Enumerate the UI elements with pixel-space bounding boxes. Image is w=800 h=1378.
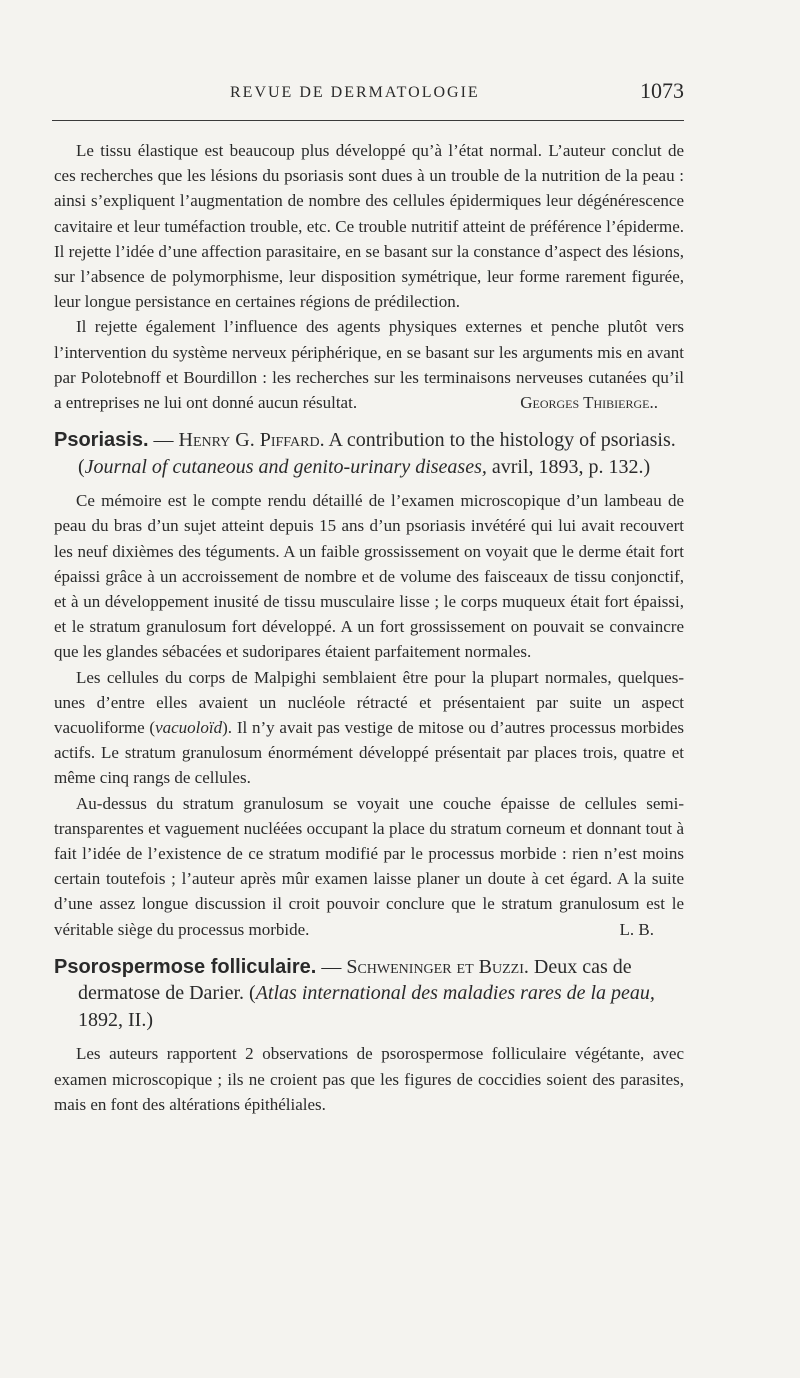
review2-paragraph-2-text-a: Les cellules du corps de Malpighi semblaient être pour la plupart normales, quelques-unes d’entre elles avaient un nucléole rétracté et présentaient par suite un aspect vacuoliforme (: [54, 667, 684, 738]
review3-date: 1892, II.): [78, 1008, 153, 1031]
review3-body: [54, 1041, 684, 1117]
review2-body: [54, 488, 684, 942]
review1-signature: Georges Thibierge..: [520, 393, 658, 413]
review2-heading: [54, 427, 684, 480]
review2-dash: —: [148, 429, 179, 452]
header-rule: [52, 120, 684, 121]
review2-paragraph-1: Ce mémoire est le compte rendu détaillé de l’examen microscopique d’un lambeau de peau du bras d’un sujet atteint depuis 15 ans d’un psoriasis invétéré qui lui avait recouvert les neuf dixièmes des téguments. A un faible grossissement on voyait que le derme était fort épaissi grâce à un accroissement de nombre et de volume des faisceaux de tissu conjonctif, et à un développement inusité de tissu musculaire lisse ; le corps muqueux était fort épaissi, et le stratum granulosum fort développé. A un fort grossissement on pouvait se convaincre que les glandes sébacées et sudoripares étaient parfaitement normales.: [54, 491, 684, 662]
review2-paragraph-3-text: Au-dessus du stratum granulosum se voyait une couche épaisse de cellules semi-transparentes et vaguement nucléées occupant la place du stratum corneum et donnant tout à fait l’idée de l’existence de ce stratum modifié par le processus morbide : rien n’est moins certain toutefois ; l’auteur après mûr examen laisse planer un doute à cet égard. A la suite d’une assez longue discussion il croit pouvoir conclure que le stratum granulosum est le véritable siège du processus morbide.: [54, 793, 684, 939]
review3-dash: —: [316, 955, 347, 978]
review2-date: avril, 1893, p. 132.): [486, 455, 651, 478]
review2-title: A contribution to the histology of psoriasis. (: [78, 429, 676, 478]
review3-title: Deux cas de dermatose de Darier. (: [78, 955, 632, 1005]
review1-paragraph-2-text: Il rejette également l’influence des agents physiques externes et penche plutôt vers l’intervention du système nerveux périphérique, en se basant sur les arguments mis en avant par Polotebnoff et Bourdillon : les recherches sur les terminaisons nerveuses cutanées qu’il a entreprises ne lui ont donné aucun résultat.: [54, 317, 684, 413]
review2-topic: Psoriasis.: [54, 429, 149, 452]
review2-paragraph-3: [54, 791, 684, 942]
review1-paragraph-1: Le tissu élastique est beaucoup plus développé qu’à l’état normal. L’auteur conclut de ces recherches que les lésions du psoriasis sont dues à un trouble de la nutrition de la peau : ainsi s’expliquent l’augmentation de nombre des cellules épidermiques leur dégénérescence cavitaire et leur tuméfaction trouble, etc. Ce trouble nutritif atteint de préférence l’épiderme. Il rejette l’idée d’une affection parasitaire, en se basant sur la constance d’aspect des lésions, sur l’absence de polymorphisme, leur disposition symétrique, leur forme rarement figurée, leur longue persistance en certaines régions de prédilection.: [54, 141, 684, 312]
review2-paragraph-2-text-b: ). Il n’y avait pas vestige de mitose ou d’autres processus morbides actifs. Le stratum granulosum énormément développé présentait par places trois, quatre et même cinq rangs de cellules.: [54, 718, 684, 788]
review2-paragraph-2-italic: vacuoloïd: [155, 718, 223, 738]
page-number: 1073: [640, 78, 684, 103]
review3-topic: Psorospermose folliculaire.: [54, 955, 317, 978]
page-header: [60, 74, 684, 108]
review2-signature: L. B.: [619, 919, 654, 939]
review3-heading: [54, 954, 684, 1034]
review3-author: Schweninger et Buzzi.: [346, 955, 529, 978]
review2-paragraph-2: [54, 665, 684, 791]
review2-journal: Journal of cutaneous and genito-urinary diseases,: [84, 455, 487, 478]
page-body: [54, 138, 684, 1117]
review3-paragraph-1: Les auteurs rapportent 2 observations de psorospermose folliculaire végétante, avec examen microscopique ; ils ne croient pas que les figures de coccidies soient des parasites, mais en font des altérations épithéliales.: [54, 1044, 684, 1114]
review1-paragraph-2: [54, 314, 684, 415]
running-title: REVUE DE DERMATOLOGIE: [230, 84, 480, 101]
review2-author: Henry G. Piffard.: [178, 429, 325, 452]
review3-journal: Atlas international des maladies rares de la peau,: [255, 982, 655, 1005]
